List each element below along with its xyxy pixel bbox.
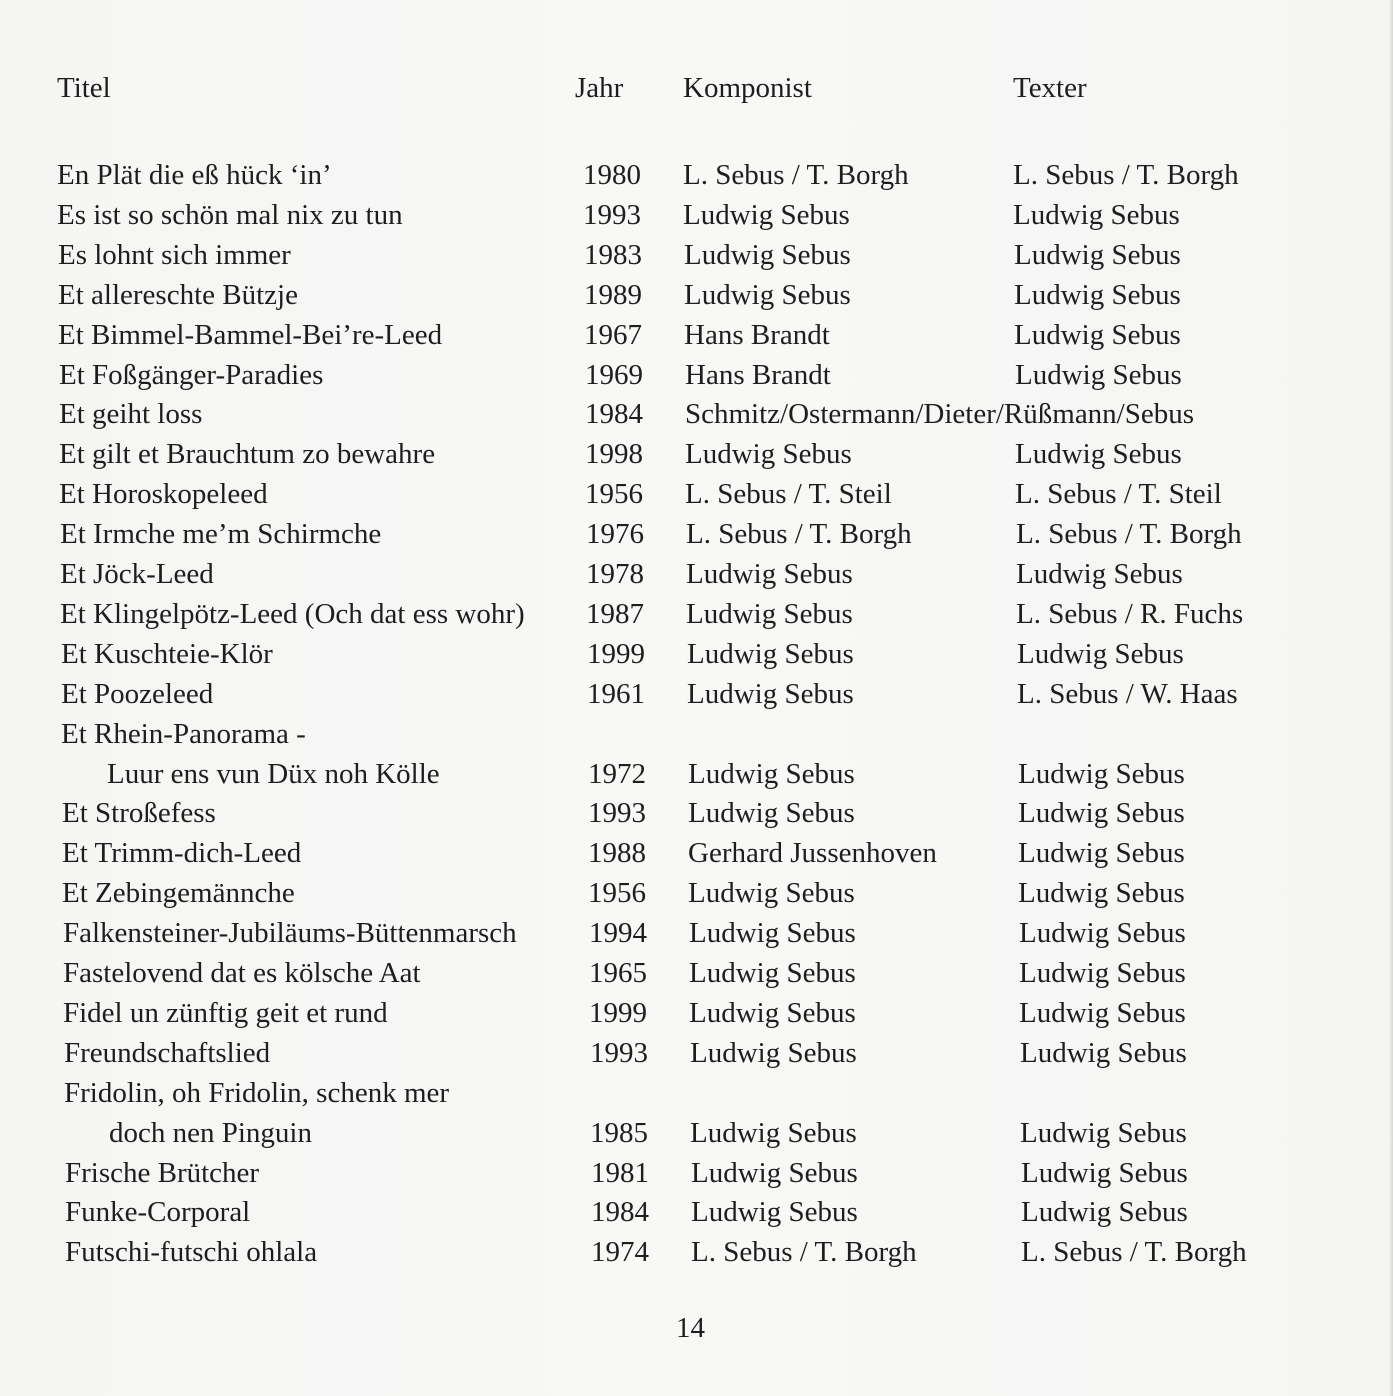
cell-komponist: Ludwig Sebus <box>686 558 853 590</box>
cell-texter: Ludwig Sebus <box>1017 637 1184 670</box>
table-row <box>63 993 1363 1033</box>
cell-jahr: 1976 <box>586 518 644 551</box>
table-row <box>65 1153 1365 1193</box>
header-titel: Titel <box>57 72 111 104</box>
cell-titel: Et Trimm-dich-Leed <box>62 837 302 870</box>
cell-titel: Luur ens vun Düx noh Kölle <box>107 757 440 790</box>
cell-komponist: Ludwig Sebus <box>688 757 855 790</box>
table-row <box>62 873 1362 913</box>
table-row <box>59 474 1359 514</box>
cell-jahr: 1994 <box>589 917 647 950</box>
cell-komponist: Ludwig Sebus <box>683 198 850 231</box>
table-row <box>59 434 1359 474</box>
table-row <box>65 1232 1365 1272</box>
cell-texter: Ludwig Sebus <box>1018 757 1185 790</box>
table-row <box>59 355 1359 395</box>
table-row <box>62 754 1362 794</box>
cell-komponist: L. Sebus / T. Borgh <box>683 159 909 191</box>
table-row <box>65 1192 1365 1232</box>
cell-jahr: 1989 <box>584 278 642 311</box>
cell-jahr: 1987 <box>586 597 644 630</box>
cell-titel: En Plät die eß hück ‘in’ <box>57 159 332 191</box>
cell-jahr: 1956 <box>588 877 646 910</box>
table-row <box>61 714 1361 754</box>
cell-texter: Ludwig Sebus <box>1019 917 1186 950</box>
cell-titel: Et Irmche me’m Schirmche <box>60 518 382 551</box>
cell-jahr: 1993 <box>588 797 646 830</box>
cell-titel: Et gilt et Brauchtum zo bewahre <box>59 438 436 471</box>
table-row <box>59 394 1359 434</box>
cell-jahr: 1967 <box>584 318 642 351</box>
cell-jahr: 1984 <box>591 1196 649 1229</box>
cell-komponist: Ludwig Sebus <box>684 278 851 311</box>
cell-titel: Es ist so schön mal nix zu tun <box>57 198 403 231</box>
cell-texter: Ludwig Sebus <box>1021 1196 1188 1229</box>
cell-titel: Fastelovend dat es kölsche Aat <box>63 957 421 989</box>
cell-titel: Fridolin, oh Fridolin, schenk mer <box>64 1076 450 1109</box>
cell-komponist: Schmitz/Ostermann/Dieter/Rüßmann/Sebus <box>685 398 1195 431</box>
table-row <box>58 235 1358 275</box>
cell-komponist: Ludwig Sebus <box>689 957 856 989</box>
cell-titel: Et Klingelpötz-Leed (Och dat ess wohr) <box>60 597 525 630</box>
cell-texter: Ludwig Sebus <box>1015 358 1182 391</box>
cell-titel: Et Stroßefess <box>62 797 216 830</box>
table-header <box>57 68 1357 108</box>
page-number: 14 <box>676 1312 705 1344</box>
table-row <box>58 315 1358 355</box>
cell-komponist: Ludwig Sebus <box>686 597 853 630</box>
cell-komponist: Ludwig Sebus <box>691 1196 858 1229</box>
cell-texter: Ludwig Sebus <box>1016 558 1183 590</box>
cell-komponist: Ludwig Sebus <box>687 677 854 710</box>
cell-komponist: Gerhard Jussenhoven <box>688 837 937 870</box>
cell-komponist: Ludwig Sebus <box>689 917 856 950</box>
cell-komponist: Ludwig Sebus <box>690 1036 857 1069</box>
table-row <box>60 594 1360 634</box>
cell-titel: doch nen Pinguin <box>109 1116 312 1149</box>
cell-komponist: Ludwig Sebus <box>691 1156 858 1189</box>
cell-texter: L. Sebus / T. Borgh <box>1021 1236 1247 1269</box>
cell-titel: Es lohnt sich immer <box>58 238 291 271</box>
cell-jahr: 1978 <box>586 558 644 590</box>
table-row <box>60 514 1360 554</box>
cell-komponist: Ludwig Sebus <box>689 996 856 1029</box>
cell-texter: Ludwig Sebus <box>1020 1116 1187 1149</box>
table-row <box>63 913 1363 953</box>
cell-texter: Ludwig Sebus <box>1021 1156 1188 1189</box>
table-row <box>64 1113 1364 1153</box>
table-row <box>61 634 1361 674</box>
table-row <box>64 1033 1364 1073</box>
cell-komponist: Hans Brandt <box>685 358 831 391</box>
table-row <box>57 155 1357 195</box>
cell-titel: Et Zebingemännche <box>62 877 295 910</box>
cell-jahr: 1974 <box>591 1236 649 1269</box>
cell-komponist: Ludwig Sebus <box>687 637 854 670</box>
cell-komponist: Ludwig Sebus <box>684 238 851 271</box>
cell-titel: Freundschaftslied <box>64 1036 271 1069</box>
cell-texter: Ludwig Sebus <box>1019 957 1186 989</box>
cell-titel: Et Horoskopeleed <box>59 478 268 511</box>
cell-titel: Et Rhein-Panorama - <box>61 717 306 750</box>
table-row <box>62 793 1362 833</box>
cell-jahr: 1999 <box>589 996 647 1029</box>
cell-komponist: Ludwig Sebus <box>685 438 852 471</box>
cell-texter: Ludwig Sebus <box>1014 238 1181 271</box>
cell-komponist: L. Sebus / T. Borgh <box>686 518 912 551</box>
cell-texter: Ludwig Sebus <box>1014 278 1181 311</box>
header-texter: Texter <box>1013 72 1087 104</box>
cell-texter: Ludwig Sebus <box>1013 198 1180 231</box>
cell-titel: Et Kuschteie-Klör <box>61 637 273 670</box>
cell-jahr: 1980 <box>583 159 641 191</box>
cell-texter: Ludwig Sebus <box>1018 837 1185 870</box>
page-edge <box>1389 0 1393 1396</box>
cell-titel: Frische Brütcher <box>65 1156 260 1189</box>
cell-texter: L. Sebus / W. Haas <box>1017 677 1238 710</box>
cell-texter: Ludwig Sebus <box>1015 438 1182 471</box>
cell-titel: Et geiht loss <box>59 398 203 431</box>
cell-texter: L. Sebus / T. Borgh <box>1016 518 1242 551</box>
cell-jahr: 1961 <box>587 677 645 710</box>
table-row <box>58 275 1358 315</box>
table-row <box>63 953 1363 993</box>
cell-jahr: 1972 <box>588 757 646 790</box>
cell-texter: Ludwig Sebus <box>1018 797 1185 830</box>
cell-texter: Ludwig Sebus <box>1020 1036 1187 1069</box>
cell-titel: Et Poozeleed <box>61 677 214 710</box>
cell-titel: Funke-Corporal <box>65 1196 251 1229</box>
table-row <box>64 1073 1364 1113</box>
cell-titel: Fidel un zünftig geit et rund <box>63 996 388 1029</box>
cell-texter: L. Sebus / T. Borgh <box>1013 159 1239 191</box>
cell-jahr: 1985 <box>590 1116 648 1149</box>
table-row <box>61 674 1361 714</box>
cell-komponist: Hans Brandt <box>684 318 830 351</box>
header-jahr: Jahr <box>575 72 624 104</box>
cell-komponist: L. Sebus / T. Steil <box>685 478 892 511</box>
cell-komponist: Ludwig Sebus <box>690 1116 857 1149</box>
cell-texter: L. Sebus / R. Fuchs <box>1016 597 1244 630</box>
cell-jahr: 1998 <box>585 438 643 471</box>
cell-titel: Falkensteiner-Jubiläums-Büttenmarsch <box>63 917 517 950</box>
cell-jahr: 1999 <box>587 637 645 670</box>
cell-texter: Ludwig Sebus <box>1019 996 1186 1029</box>
cell-texter: Ludwig Sebus <box>1018 877 1185 910</box>
table-row <box>57 195 1357 235</box>
table-row <box>62 833 1362 873</box>
cell-jahr: 1993 <box>583 198 641 231</box>
cell-komponist: L. Sebus / T. Borgh <box>691 1236 917 1269</box>
table-row <box>60 554 1360 594</box>
cell-komponist: Ludwig Sebus <box>688 877 855 910</box>
cell-komponist: Ludwig Sebus <box>688 797 855 830</box>
cell-titel: Futschi-futschi ohlala <box>65 1236 318 1269</box>
cell-texter: L. Sebus / T. Steil <box>1015 478 1222 511</box>
cell-texter: Ludwig Sebus <box>1014 318 1181 351</box>
cell-jahr: 1969 <box>585 358 643 391</box>
header-komponist: Komponist <box>683 72 812 104</box>
cell-jahr: 1965 <box>589 957 647 989</box>
cell-titel: Et Bimmel-Bammel-Bei’re-Leed <box>58 318 443 351</box>
cell-jahr: 1981 <box>591 1156 649 1189</box>
cell-jahr: 1988 <box>588 837 646 870</box>
cell-jahr: 1983 <box>584 238 642 271</box>
cell-titel: Et Jöck-Leed <box>60 558 214 590</box>
cell-jahr: 1993 <box>590 1036 648 1069</box>
cell-jahr: 1984 <box>585 398 643 431</box>
cell-titel: Et allereschte Bützje <box>58 278 298 311</box>
cell-jahr: 1956 <box>585 478 643 511</box>
cell-titel: Et Foßgänger-Paradies <box>59 358 324 391</box>
